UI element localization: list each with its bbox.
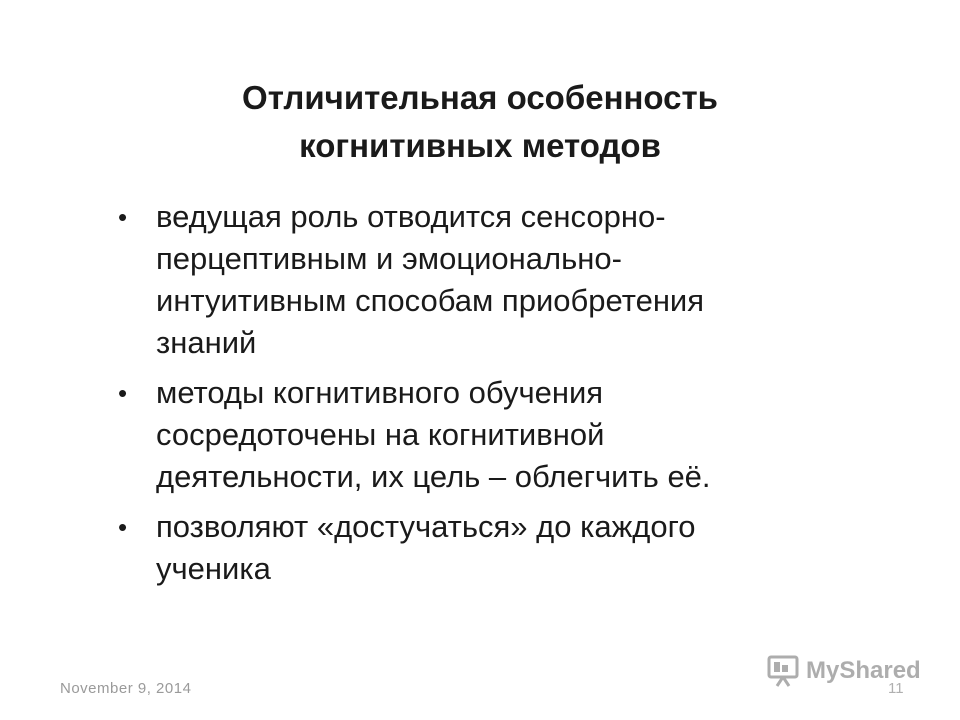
bullet-text-line: интуитивным способам приобретения — [156, 283, 705, 318]
bullet-list — [118, 196, 838, 598]
bullet-text-line: ведущая роль отводится сенсорно- — [156, 199, 666, 234]
presentation-board-icon — [766, 654, 800, 688]
bullet-text-line: методы когнитивного обучения — [156, 375, 604, 410]
bullet-text-line: перцептивным и эмоционально- — [156, 241, 622, 276]
slide-title — [120, 74, 840, 170]
bullet-text-line: позволяют «достучаться» до каждого — [156, 509, 696, 544]
watermark-text: MyShared — [806, 657, 921, 684]
bullet-dot-icon: • — [118, 378, 128, 408]
title-line: Отличительная особенность — [242, 79, 718, 116]
bullet-text-line: сосредоточены на когнитивной — [156, 417, 605, 452]
footer-date: November 9, 2014 — [60, 680, 192, 697]
bullet-text-line: ученика — [156, 551, 271, 586]
bullet-text-line: знаний — [156, 325, 257, 360]
bullet-item — [118, 506, 838, 590]
bullet-dot-icon: • — [118, 202, 128, 232]
bullet-text-line: деятельности, их цель – облегчить её. — [156, 459, 711, 494]
title-line: когнитивных методов — [299, 127, 661, 164]
page-number: 11 — [888, 680, 904, 697]
bullet-dot-icon: • — [118, 512, 128, 542]
bullet-item — [118, 196, 838, 364]
bullet-item — [118, 372, 838, 498]
